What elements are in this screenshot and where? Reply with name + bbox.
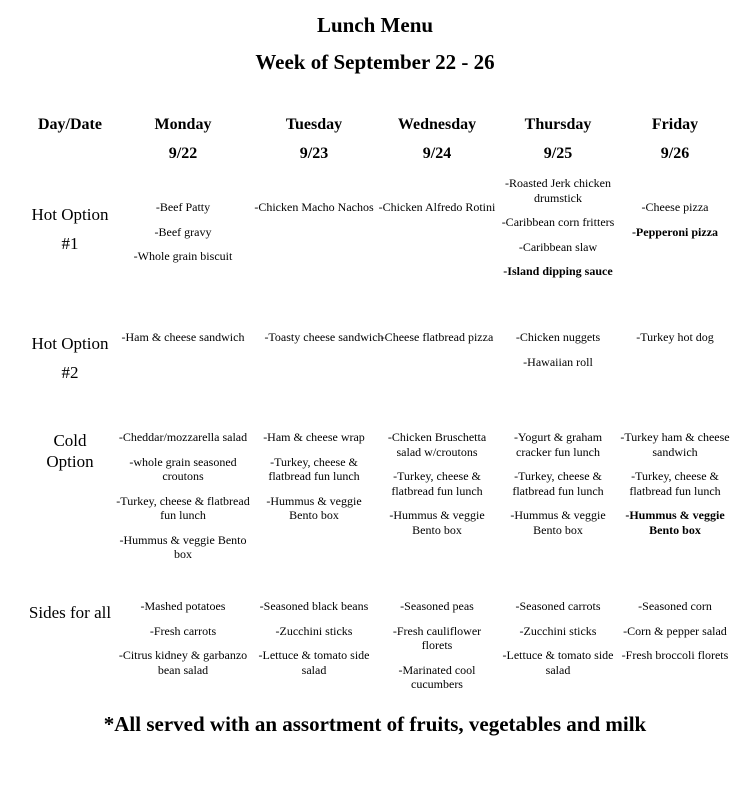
- menu-cell: [264, 330, 384, 355]
- menu-item: -Turkey, cheese & flatbread fun lunch: [268, 454, 360, 483]
- row-label-line: #2: [61, 363, 79, 382]
- menu-item: -Citrus kidney & garbanzo bean salad: [118, 648, 248, 677]
- footer-note: *All served with an assortment of fruits, vegetables and milk: [103, 712, 647, 736]
- day-header-friday: [614, 110, 736, 168]
- menu-item: -Seasoned peas: [400, 599, 474, 613]
- menu-cell: [372, 330, 502, 355]
- menu-item: -Beef gravy: [154, 224, 212, 239]
- menu-item: -Hummus & veggie Bento box: [510, 508, 606, 537]
- row-label-line: Option: [46, 452, 94, 471]
- menu-item: -Beef Patty: [155, 200, 211, 214]
- day-header-monday: [122, 110, 244, 168]
- menu-item: -Yogurt & graham cracker fun lunch: [513, 430, 603, 459]
- menu-item: -Chicken Macho Nachos: [254, 200, 374, 214]
- menu-item: -Turkey hot dog: [636, 330, 714, 344]
- row-label-sides: [14, 598, 126, 627]
- menu-item: -Fresh cauliflower florets: [392, 623, 482, 652]
- day-date: 9/22: [168, 145, 198, 162]
- menu-item: -Cheddar/mozzarella salad: [118, 430, 248, 444]
- menu-item: -Mashed potatoes: [140, 599, 226, 613]
- menu-cell: [377, 200, 497, 225]
- day-date: 9/25: [543, 145, 573, 162]
- menu-item: -Lettuce & tomato side salad: [502, 648, 614, 677]
- menu-cell: [497, 430, 619, 547]
- menu-cell: [614, 330, 736, 355]
- menu-item: -Toasty cheese sandwich: [264, 330, 384, 344]
- menu-item: -Chicken Alfredo Rotini: [378, 200, 496, 214]
- menu-cell: [497, 599, 619, 687]
- menu-cell: [254, 200, 374, 225]
- menu-cell: [254, 599, 374, 687]
- menu-item: -Ham & cheese sandwich: [121, 330, 245, 344]
- day-name: Monday: [154, 116, 212, 133]
- menu-item: -Turkey, cheese & flatbread fun lunch: [512, 469, 604, 498]
- menu-item: -Pepperoni pizza: [631, 224, 719, 239]
- day-header-tuesday: [254, 110, 374, 168]
- day-header-thursday: [497, 110, 619, 168]
- menu-item: -Zucchini sticks: [275, 623, 353, 638]
- row-label-hot-option-1: [14, 200, 126, 258]
- row-label-line: Cold: [53, 431, 87, 450]
- menu-cell: [112, 430, 254, 572]
- menu-item: -Fresh carrots: [149, 623, 217, 638]
- menu-item: -Hummus & veggie Bento box: [389, 508, 485, 537]
- menu-item: -Hummus & veggie Bento box: [266, 493, 362, 522]
- day-name: Tuesday: [285, 116, 343, 133]
- menu-item: -Zucchini sticks: [519, 623, 597, 638]
- menu-item: -Chicken Bruschetta salad w/croutons: [387, 430, 487, 459]
- menu-item: -Fresh broccoli florets: [621, 648, 729, 662]
- menu-item: -Island dipping sauce: [503, 264, 613, 278]
- menu-item: -Corn & pepper salad: [623, 623, 727, 638]
- menu-cell: [497, 176, 619, 289]
- menu-item: -Marinated cool cucumbers: [398, 662, 476, 691]
- menu-item: -Hummus & veggie Bento box: [119, 532, 247, 561]
- menu-cell: [614, 200, 736, 249]
- menu-item: -Turkey, cheese & flatbread fun lunch: [629, 469, 721, 498]
- menu-item: -Seasoned carrots: [515, 599, 601, 613]
- day-name: Friday: [651, 116, 699, 133]
- menu-item: -Lettuce & tomato side salad: [258, 648, 370, 677]
- day-date-label: Day/Date: [38, 116, 102, 133]
- row-label-cold-option: [14, 430, 126, 472]
- menu-item: -Caribbean corn fritters: [501, 215, 615, 229]
- menu-item: -Whole grain biscuit: [133, 249, 233, 263]
- menu-cell: [254, 430, 374, 533]
- row-label-line: Hot Option: [31, 334, 109, 353]
- menu-item: -Seasoned black beans: [259, 599, 369, 613]
- day-header-wednesday: [377, 110, 497, 168]
- menu-cell: [122, 200, 244, 274]
- menu-item: -Ham & cheese wrap: [263, 430, 365, 444]
- menu-item: -Turkey ham & cheese sandwich: [620, 430, 730, 459]
- row-label-line: Hot Option: [31, 205, 109, 224]
- menu-item: -Turkey, cheese & flatbread fun lunch: [116, 493, 250, 522]
- row-label-hot-option-2: [14, 329, 126, 387]
- menu-cell: [377, 599, 497, 702]
- menu-item: -whole grain seasoned croutons: [129, 454, 237, 483]
- menu-item: -Cheese pizza: [641, 200, 709, 214]
- menu-cell: [112, 330, 254, 355]
- menu-item: -Turkey, cheese & flatbread fun lunch: [391, 469, 483, 498]
- day-name: Wednesday: [397, 116, 477, 133]
- menu-week: Week of September 22 - 26: [255, 50, 495, 74]
- menu-item: -Chicken nuggets: [515, 330, 601, 344]
- menu-title: Lunch Menu: [316, 13, 434, 37]
- menu-item: -Roasted Jerk chicken drumstick: [505, 176, 611, 205]
- menu-cell: [377, 430, 497, 547]
- menu-item: -Hawaiian roll: [523, 354, 593, 369]
- menu-cell: [614, 430, 736, 547]
- row-label-line: #1: [61, 234, 79, 253]
- menu-item: -Caribbean slaw: [518, 239, 598, 254]
- menu-item: -Hummus & veggie Bento box: [625, 508, 725, 537]
- menu-cell: [112, 599, 254, 687]
- menu-cell: [614, 599, 736, 673]
- day-date: 9/26: [660, 145, 690, 162]
- day-date: 9/23: [299, 145, 329, 162]
- row-label-line: Sides for all: [28, 603, 112, 622]
- day-date: 9/24: [422, 145, 452, 162]
- menu-item: -Cheese flatbread pizza: [380, 330, 494, 344]
- menu-cell: [497, 330, 619, 379]
- day-name: Thursday: [524, 116, 592, 133]
- menu-item: -Seasoned corn: [638, 599, 712, 613]
